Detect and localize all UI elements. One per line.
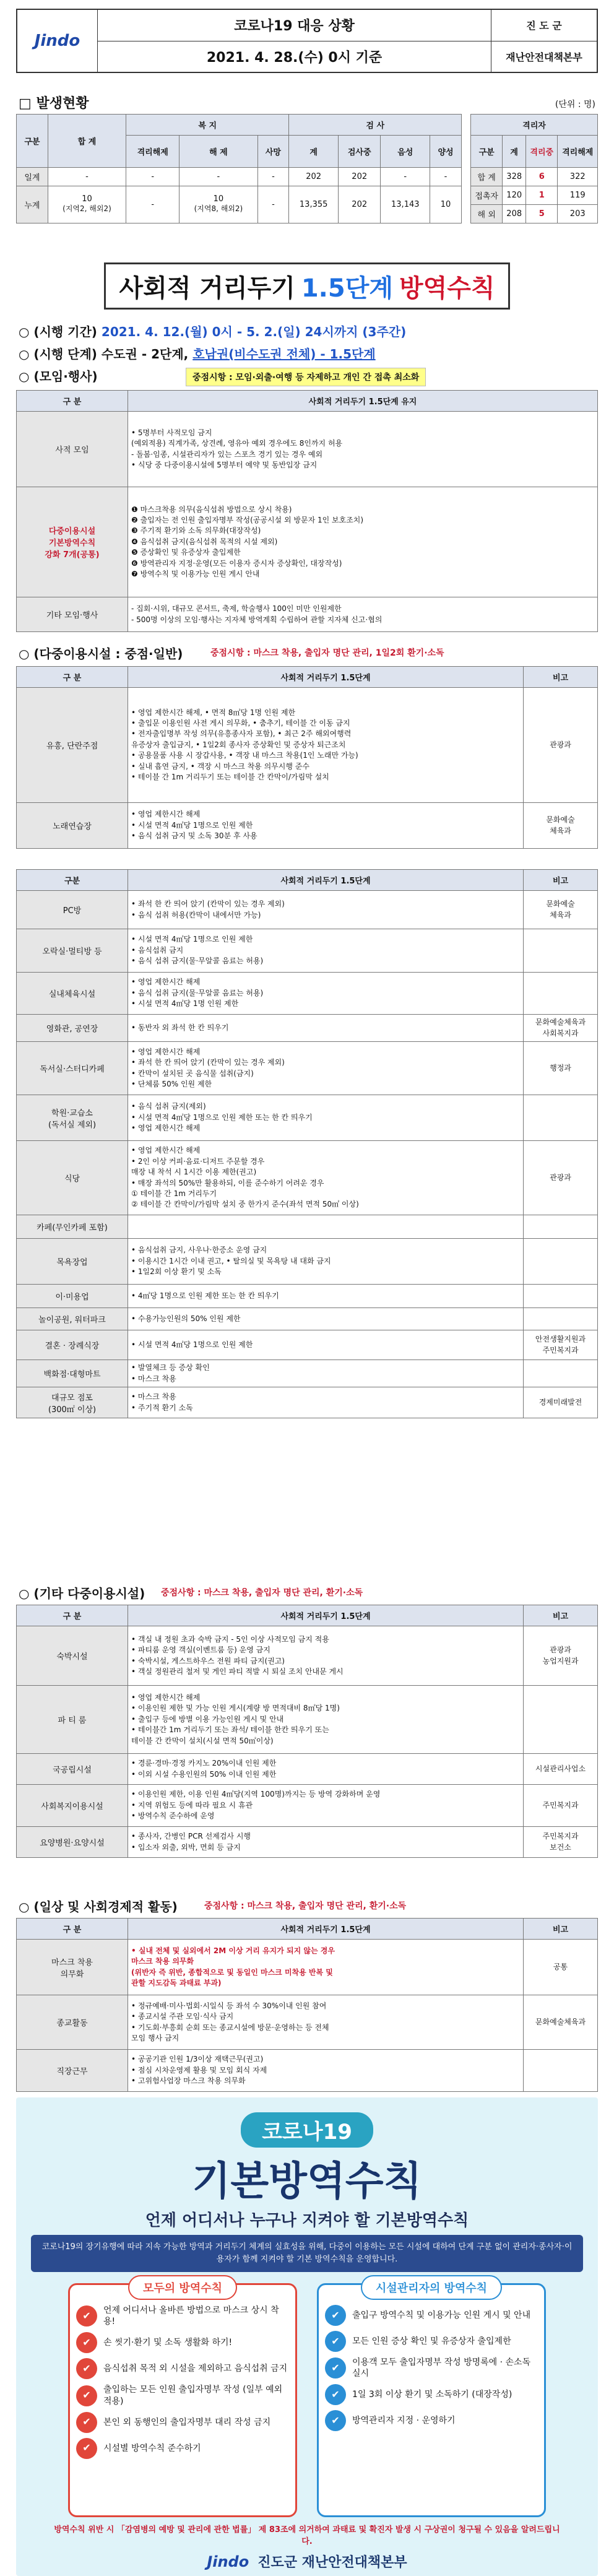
manager-rules-title: 시설관리자의 방역수칙 xyxy=(361,2275,502,2300)
row-label: 실내체육시설 xyxy=(17,973,128,1015)
row-note: 공통 xyxy=(524,1940,598,1995)
rule-item xyxy=(76,2412,289,2433)
table-row xyxy=(17,1308,598,1330)
poster-slogan: 언제 어디서나 누구나 지켜야 할 기본방역수칙 xyxy=(145,2211,469,2230)
row-note: 주민복지과 xyxy=(524,1785,598,1827)
region-value-b: 호남권(비수도권 전체) - 1.5단계 xyxy=(192,347,376,362)
rule-text: 이용객 모두 출입자명부 작성 방명록에 · 손소독 실시 xyxy=(352,2357,531,2379)
rules-title-level: 1.5단계 xyxy=(301,274,393,303)
table-row xyxy=(17,1330,598,1360)
total-value: 10 xyxy=(82,194,92,204)
cell-sum: 13,355 xyxy=(289,186,339,223)
rule-icon: ✔ xyxy=(76,2358,97,2379)
rule-item xyxy=(76,2305,289,2327)
table-row xyxy=(17,1285,598,1308)
row-value: • 종사자, 간병인 PCR 선제검사 시행 • 입소자 외출, 외박, 면회 등 금지 xyxy=(128,1827,524,1858)
row-label: 기타 모임·행사 xyxy=(17,597,128,632)
poster-title-line1: 코로나19 xyxy=(241,2112,373,2148)
col-category: 구 분 xyxy=(17,1605,128,1626)
poster-logo-row xyxy=(202,2552,412,2571)
other-label: (기타 다중이용시설) xyxy=(33,1586,145,1601)
rule-icon: ✔ xyxy=(325,2410,346,2431)
col-iso-category: 구분 xyxy=(471,136,503,168)
row-label: 사적 모임 xyxy=(17,412,128,487)
rule-item xyxy=(325,2331,538,2352)
col-rule: 사회적 거리두기 1.5단계 xyxy=(128,667,524,688)
table-row xyxy=(17,1141,598,1215)
poster-footer-notice: 방역수칙 위반 시 「감염병의 예방 및 관리에 관한 법률」 제 83조에 의거하여 과태료 및 확진자 발생 시 구상권이 청구될 수 있음을 알려드립니다. xyxy=(54,2525,560,2546)
cell-negative: - xyxy=(381,168,430,186)
quarantine-poster xyxy=(16,2097,598,2576)
col-note: 비고 xyxy=(524,667,598,688)
rule-text: 출입하는 모든 인원 출입자명부 작성 (일부 예외 적용) xyxy=(103,2385,283,2406)
rule-text: 손 씻기·환기 및 소독 생활화 하기! xyxy=(103,2338,233,2348)
row-label: 카페(무인카페 포함) xyxy=(17,1215,128,1239)
row-value: • 음식섭취 금지, 사우나·한증소 운영 금지 • 이용시간 1시간 이내 권고, • 탈의실 및 목욕탕 내 대화 금지 • 1일2회 이상 환기 및 소독 xyxy=(128,1239,524,1285)
col-category: 구분 xyxy=(17,870,128,891)
col-category: 구분 xyxy=(17,115,48,168)
row-note xyxy=(524,1308,598,1330)
row-label: 직장근무 xyxy=(17,2050,128,2092)
row-value: • 시설 면적 4㎡당 1명으로 인원 제한 • 음식섭취 금지 • 음식 섭취 금지(물·무알콜 음료는 허용) xyxy=(128,929,524,973)
table-row xyxy=(17,803,598,849)
row-value: • 좌석 한 칸 띄어 앉기 (칸막이 있는 경우 제외) • 음식 섭취 허용(칸막이 내에서만 가능) xyxy=(128,891,524,929)
row-value: • 발열체크 등 증상 확인 • 마스크 착용 xyxy=(128,1360,524,1387)
table-row xyxy=(17,168,462,186)
org-county: 진 도 군 xyxy=(491,10,597,41)
multi-label: (다중이용시설 : 중점·일반) xyxy=(33,646,183,661)
table-row xyxy=(17,929,598,973)
row-label: 숙박시설 xyxy=(17,1626,128,1686)
row-note: 문화예술 체육과 xyxy=(524,803,598,849)
rule-item xyxy=(325,2384,538,2405)
row-label: 놀이공원, 워터파크 xyxy=(17,1308,128,1330)
cell-quarantine-release: - xyxy=(126,168,179,186)
logo-text: Jindo xyxy=(34,32,80,50)
row-note xyxy=(524,1239,598,1285)
rule-text: 언제 어디서나 올바른 방법으로 마스크 상시 착용! xyxy=(103,2305,279,2327)
poster-org: 진도군 재난안전대책본부 xyxy=(257,2555,407,2570)
row-note xyxy=(524,1215,598,1239)
cell-iso-ing: 6 xyxy=(526,168,558,186)
rule-icon: ✔ xyxy=(76,2438,97,2459)
col-isolation: 격리자 xyxy=(471,115,598,136)
table-row xyxy=(17,973,598,1015)
col-total: 합 계 xyxy=(48,115,126,168)
row-label: 영화관, 공연장 xyxy=(17,1015,128,1042)
rule-text: 음식섭취 목적 외 시설을 제외하고 음식섭취 금지 xyxy=(103,2364,288,2374)
row-value: • 이용인원 제한, 이용 인원 4㎡당(지역 100명)까지는 등 방역 강화하며 운영 • 지역 위험도 등에 따라 필요 시 휴관 • 방역수칙 준수하에 운영 xyxy=(128,1785,524,1827)
table-row xyxy=(471,186,598,205)
manager-rules-list xyxy=(325,2305,538,2431)
row-value: • 실내 전체 및 실외에서 2M 이상 거리 유지가 되지 않는 경우 마스크 착용 의무화 (위반자 즉 위반, 종합적으로 및 동일인 마스크 미착용 반복 및 관할 지도감독 과태료 부과) xyxy=(128,1940,524,1995)
row-value: • 수용가능인원의 50% 인원 제한 xyxy=(128,1308,524,1330)
row-note: 경제미래발전 xyxy=(524,1387,598,1418)
col-iso-sum: 계 xyxy=(503,136,526,168)
col-note: 비고 xyxy=(524,870,598,891)
table-row xyxy=(17,1995,598,2050)
row-label: 국공립시설 xyxy=(17,1754,128,1785)
col-rule: 사회적 거리두기 1.5단계 xyxy=(128,1919,524,1940)
everyone-rules-list xyxy=(76,2305,289,2459)
isolation-table xyxy=(470,114,598,223)
facility-table-wrap xyxy=(16,869,598,1418)
row-label: 독서실·스터디카페 xyxy=(17,1042,128,1095)
daily-label: (일상 및 사회경제적 활동) xyxy=(33,1899,178,1914)
jindo-logo xyxy=(17,10,98,72)
row-value: • 공공기관 인원 1/3이상 재택근무(권고) • 점심 시차운영제 활용 및 모임 회식 자제 • 고위험사업장 마스크 착용 의무화 xyxy=(128,2050,524,2092)
period-line: ○ (시행 기간) 2021. 4. 12.(월) 0시 - 5. 2.(일) 24시까지 (3주간) xyxy=(19,324,407,339)
gather-table xyxy=(16,390,598,632)
rule-text: 본인 외 동행인의 출입자명부 대리 작성 금지 xyxy=(103,2417,271,2427)
occurrence-heading: □ 발생현황 xyxy=(19,96,89,111)
occurrence-table xyxy=(16,114,462,223)
row-value: • 정규예배·미사·법회·시일식 등 좌석 수 30%이내 인원 참여 • 종교시설 주관 모임·식사 금지 • 기도회·부흥회 순회 또는 종교시설에 방문·운영하는 등 전체 모임 행사 금지 xyxy=(128,1995,524,2050)
row-label: 다중이용시설 기본방역수칙 강화 7개(공통) xyxy=(17,487,128,597)
report-header xyxy=(16,9,598,73)
row-note xyxy=(524,973,598,1015)
rule-icon: ✔ xyxy=(76,2305,97,2327)
row-label: 대규모 점포 (300㎡ 이상) xyxy=(17,1387,128,1418)
facility-table xyxy=(16,869,598,1418)
report-title: 코로나19 대응 상황 xyxy=(98,10,491,41)
row-label: 종교활동 xyxy=(17,1995,128,2050)
row-value: • 4㎡당 1명으로 인원 제한 또는 한 칸 띄우기 xyxy=(128,1285,524,1308)
row-label: 마스크 착용 의무화 xyxy=(17,1940,128,1995)
row-label: 사회복지이용시설 xyxy=(17,1785,128,1827)
col-note: 비고 xyxy=(524,1605,598,1626)
daily-table xyxy=(16,1918,598,2092)
table-row xyxy=(17,1215,598,1239)
col-release: 해 제 xyxy=(179,136,257,168)
row-label: 유흥, 단란주점 xyxy=(17,688,128,803)
col-negative: 음성 xyxy=(381,136,430,168)
cell-positive: - xyxy=(430,168,462,186)
table-row xyxy=(17,688,598,803)
row-label: 학원·교습소 (독서실 제외) xyxy=(17,1095,128,1141)
release-value: 10 xyxy=(213,194,224,204)
row-note xyxy=(524,1095,598,1141)
period-label: (시행 기간) xyxy=(33,324,97,339)
row-label: 이·미용업 xyxy=(17,1285,128,1308)
row-note: 문화예술 체육과 xyxy=(524,891,598,929)
row-label: 백화점·대형마트 xyxy=(17,1360,128,1387)
row-value: • 동반자 외 좌석 한 칸 띄우기 xyxy=(128,1015,524,1042)
col-category: 구 분 xyxy=(17,391,128,412)
row-label: 접촉자 xyxy=(471,186,503,205)
rule-icon: ✔ xyxy=(325,2305,346,2326)
row-value: • 영업 제한시간 해제 • 음식 섭취 금지(물·무알콜 음료는 허용) • 시설 면적 4㎡당 1명 인원 제한 xyxy=(128,973,524,1015)
poster-logo: Jindo xyxy=(207,2552,249,2570)
cell-negative: 13,143 xyxy=(381,186,430,223)
rule-item xyxy=(76,2384,289,2406)
rule-item xyxy=(76,2332,289,2353)
rule-item xyxy=(76,2358,289,2379)
cell-inspecting: 202 xyxy=(338,186,381,223)
col-rule-label: 사회적 거리두기 1.5단계 유지 xyxy=(308,397,417,407)
rule-item xyxy=(325,2410,538,2431)
region-label: (시행 단계) xyxy=(33,347,97,362)
row-label: 일계 xyxy=(17,168,48,186)
row-value: ❶ 마스크착용 의무(음식섭취 방법으로 상시 착용) ❷ 출입자는 전 인원 출입자명부 작성(공공시설 외 방문자 1인 보호조치) ❸ 주기적 환기와 소독 의무화(대장작성) ❹ 음식섭취 금지(음식섭취 목적의 시설 제외) ❺ 증상확인 및 유증상자 출입제한 ❻ 방역관리자 지정·운영(모든 이용자 증시자 증상확인, 대장작성) ❼ 방역수칙 및 이용가능 인원 게시 안내 xyxy=(128,487,598,597)
table-row xyxy=(17,412,598,487)
row-value: • 객실 내 정원 초과 숙박 금지 - 5인 이상 사적모임 금지 적용 • 파티룸 운영 객실(이벤트룸 등) 운영 금지 • 숙박시설, 게스트하우스 전원 파티 금지(권고) • 객실 정원관리 철저 및 게인 파티 적발 시 퇴실 조치 안내문 게시 xyxy=(128,1626,524,1686)
gather-table-wrap xyxy=(16,390,598,632)
daily-line: ○ (일상 및 사회경제적 활동) xyxy=(19,1899,178,1914)
table-row xyxy=(17,597,598,632)
unit-label: (단위 : 명) xyxy=(555,100,595,110)
daily-table-wrap xyxy=(16,1918,598,2092)
table-row xyxy=(17,1686,598,1754)
table-row xyxy=(17,487,598,597)
cell-death: - xyxy=(257,186,289,223)
everyone-rules-card xyxy=(68,2283,297,2517)
rules-title xyxy=(104,262,510,310)
table-row xyxy=(17,1785,598,1827)
row-value: • 음식 섭취 금지(제외) • 시설 면적 4㎡당 1명으로 인원 제한 또는 한 칸 띄우기 • 영업 제한시간 해제 xyxy=(128,1095,524,1141)
manager-rules-card xyxy=(317,2283,546,2517)
row-note: 관광과 xyxy=(524,688,598,803)
row-label: 해 외 xyxy=(471,205,503,223)
rule-icon: ✔ xyxy=(325,2331,346,2352)
col-rule: 사회적 거리두기 1.5단계 xyxy=(128,1605,524,1626)
col-death: 사망 xyxy=(257,136,289,168)
rule-text: 시설별 방역수칙 준수하기 xyxy=(103,2443,201,2453)
table-row xyxy=(17,1095,598,1141)
table-row xyxy=(17,2050,598,2092)
row-value: • 5명부터 사적모임 금지 (예외적용) 직계가족, 상견례, 영유아 예외 경우에도 8인까지 허용 - 돌봄·임종, 시설관리자가 있는 스포츠 경기 있는 경우 예외 • 식당 중 다중이용시설에 5명부터 예약 및 동반입장 금지 xyxy=(128,412,598,487)
multi-line: ○ (다중이용시설 : 중점·일반) xyxy=(19,646,183,661)
gather-label: (모임·행사) xyxy=(33,369,98,384)
col-iso-ing: 격리중 xyxy=(526,136,558,168)
row-label: 파 티 룸 xyxy=(17,1686,128,1754)
report-date: 2021. 4. 28.(수) 0시 기준 xyxy=(206,50,383,66)
row-note xyxy=(524,929,598,973)
rule-item xyxy=(76,2438,289,2459)
cell-release xyxy=(179,186,257,223)
row-note xyxy=(524,2050,598,2092)
cell-total xyxy=(48,186,126,223)
row-value: • 영업 제한시간 해제 • 2인 이상 커피·음료·디저트 주문할 경우 매장 내 착석 시 1시간 이용 제한(권고) • 매장 좌석의 50%만 활용하되, 이를 준수하기 어려운 경우 ① 테이블 간 1m 거리두기 ② 테이블 간 칸막이/가림막 설치 중 한가지 준수(좌석 면적 50㎡ 이상) xyxy=(128,1141,524,1215)
other-table-wrap xyxy=(16,1605,598,1858)
row-label: 합 계 xyxy=(471,168,503,186)
col-category: 구 분 xyxy=(17,667,128,688)
cell-inspecting: 202 xyxy=(338,168,381,186)
col-inspecting: 검사중 xyxy=(338,136,381,168)
cell-iso-done: 322 xyxy=(558,168,598,186)
rule-icon: ✔ xyxy=(325,2357,346,2379)
rule-text: 출입구 방역수칙 및 이용가능 인원 게시 및 안내 xyxy=(352,2310,531,2320)
rule-icon: ✔ xyxy=(76,2412,97,2433)
rule-icon: ✔ xyxy=(76,2385,97,2406)
table-row xyxy=(17,1360,598,1387)
cell-total: - xyxy=(48,168,126,186)
table-row xyxy=(471,205,598,223)
cell-quarantine-release: - xyxy=(126,186,179,223)
table-row xyxy=(17,1239,598,1285)
table-row xyxy=(17,1754,598,1785)
row-label: 오락실·멀티방 등 xyxy=(17,929,128,973)
other-table xyxy=(16,1605,598,1858)
table-row xyxy=(17,1015,598,1042)
table-row xyxy=(17,1626,598,1686)
poster-title-line2: 기본방역수칙 xyxy=(192,2159,422,2205)
col-inspection: 검 사 xyxy=(289,115,462,136)
col-iso-done: 격리해제 xyxy=(558,136,598,168)
gather-line: ○ (모임·행사) xyxy=(19,369,98,384)
release-note: (지역8, 해외2) xyxy=(194,204,243,214)
table-row xyxy=(17,1940,598,1995)
other-notice: 중점사항 : 마스크 착용, 출입자 명단 관리, 환기·소독 xyxy=(161,1588,363,1598)
table-row xyxy=(17,1042,598,1095)
period-value: 2021. 4. 12.(월) 0시 - 5. 2.(일) 24시까지 (3주간) xyxy=(101,324,407,339)
rule-item xyxy=(325,2305,538,2326)
row-value xyxy=(128,1215,524,1239)
rules-title-main: 사회적 거리두기 xyxy=(119,274,295,303)
row-note: 시설관리사업소 xyxy=(524,1754,598,1785)
cell-positive: 10 xyxy=(430,186,462,223)
col-positive: 양성 xyxy=(430,136,462,168)
multi-table-wrap xyxy=(16,666,598,849)
org-department: 재난안전대책본부 xyxy=(506,51,582,63)
row-label: 누계 xyxy=(17,186,48,223)
row-value: • 경륜·경마·경정 카지노 20%이내 인원 제한 • 이외 시설 수용인원의 50% 이내 인원 제한 xyxy=(128,1754,524,1785)
cell-iso-sum: 120 xyxy=(503,186,526,205)
rule-icon: ✔ xyxy=(325,2384,346,2405)
occurrence-table-wrap xyxy=(16,114,462,223)
row-label: 노래연습장 xyxy=(17,803,128,849)
poster-intro: 코로나19의 장기유행에 따라 지속 가능한 방역과 거리두기 체계의 실효성을 위해, 다중이 이용하는 모든 시설에 대하여 단계 구분 없이 관리자·종사자·이용자가 함께 지켜야 할 기본 방역수칙을 운영합니다. xyxy=(31,2235,583,2272)
everyone-rules-title: 모두의 방역수칙 xyxy=(128,2275,237,2300)
cell-sum: 202 xyxy=(289,168,339,186)
row-value: - 집회·시위, 대규모 콘서트, 축제, 학술행사 100인 미만 인원제한 - 500명 이상의 모임·행사는 지자체 방역계획 수립하여 관할 지자체 신고·협의 xyxy=(128,597,598,632)
col-quarantine-release: 격리해제 xyxy=(126,136,179,168)
multi-table xyxy=(16,666,598,849)
row-note xyxy=(524,1285,598,1308)
table-row xyxy=(471,168,598,186)
row-note: 문화예술체육과 사회복지과 xyxy=(524,1015,598,1042)
row-value: • 영업 제한시간 해제, • 면적 8㎡당 1명 인원 제한 • 출입문 이용인원 사전 게시 의무화, • 춤추기, 테이블 간 이동 금지 • 전자출입명부 작성 의무(유흥종사자 포함), • 최근 2주 해외여행력 유증상자 출입금지, • 1일2회 종사자 증상확인 및 증상자 퇴근조치 • 공용물품 사용 시 장갑사용, • 객장 내 마스크 착용(1인 노래만 가능) • 실내 흡연 금지, • 객장 시 마스크 착용 의무시행 준수 • 테이블 간 1m 거리두기 또는 테이블 간 칸막이/가림막 설치 xyxy=(128,688,524,803)
other-line: ○ (기타 다중이용시설) xyxy=(19,1586,145,1601)
cell-iso-ing: 1 xyxy=(526,186,558,205)
row-note xyxy=(524,1360,598,1387)
row-note: 안전생활지원과 주민복지과 xyxy=(524,1330,598,1360)
row-note: 행정과 xyxy=(524,1042,598,1095)
row-note: 관광과 xyxy=(524,1141,598,1215)
col-welfare: 복 지 xyxy=(126,115,289,136)
cell-iso-sum: 208 xyxy=(503,205,526,223)
col-category: 구 분 xyxy=(17,1919,128,1940)
region-value-a: 수도권 - 2단계, xyxy=(101,347,189,362)
cell-iso-ing: 5 xyxy=(526,205,558,223)
cell-release: - xyxy=(179,168,257,186)
rule-icon: ✔ xyxy=(76,2332,97,2353)
row-value: • 시설 면적 4㎡당 1명으로 인원 제한 xyxy=(128,1330,524,1360)
cell-iso-sum: 328 xyxy=(503,168,526,186)
row-note: 주민복지과 보건소 xyxy=(524,1827,598,1858)
total-note: (지역2, 해외2) xyxy=(63,204,111,214)
table-row xyxy=(17,891,598,929)
cell-iso-done: 203 xyxy=(558,205,598,223)
table-row xyxy=(17,186,462,223)
occurrence-section-title: 발생현황 xyxy=(36,96,89,111)
col-rule xyxy=(128,391,598,412)
rule-text: 1일 3회 이상 환기 및 소독하기 (대장작성) xyxy=(352,2390,512,2400)
table-row xyxy=(17,1827,598,1858)
row-value: • 마스크 착용 • 주기적 환기 소독 xyxy=(128,1387,524,1418)
row-note: 문화예술체육과 xyxy=(524,1995,598,2050)
col-note: 비고 xyxy=(524,1919,598,1940)
rule-item xyxy=(325,2357,538,2379)
table-row xyxy=(17,1387,598,1418)
row-label: 요양병원·요양시설 xyxy=(17,1827,128,1858)
row-note: 관광과 농업지원과 xyxy=(524,1626,598,1686)
rule-text: 모든 인원 증상 확인 및 유증상자 출입제한 xyxy=(352,2336,511,2346)
row-note xyxy=(524,1686,598,1754)
row-label: 식당 xyxy=(17,1141,128,1215)
row-label: 결혼 · 장례식장 xyxy=(17,1330,128,1360)
cell-death: - xyxy=(257,168,289,186)
row-value: • 영업 제한시간 해제 • 시설 면적 4㎡당 1명으로 인원 제한 • 음식 섭취 금지 및 소독 30분 후 사용 xyxy=(128,803,524,849)
row-label: PC방 xyxy=(17,891,128,929)
poster-title xyxy=(16,2112,598,2148)
region-line: ○ (시행 단계) 수도권 - 2단계, 호남권(비수도권 전체) - 1.5단계 xyxy=(19,347,376,362)
row-label: 목욕장업 xyxy=(17,1239,128,1285)
row-value: • 영업 제한시간 해제 • 이용인원 제한 및 가능 인원 게시(계량 방 면적대비 8㎡당 1명) • 출입구 등에 방별 이용 가능인원 게시 및 안내 • 테이블간 1m 거리두기 또는 좌석/ 테이블 한칸 띄우기 또는 테이블 간 칸막이 설치(시설 면적 50㎡이상) xyxy=(128,1686,524,1754)
gather-notice: 중점시항 : 모임·외출·여행 등 자제하고 개인 간 접촉 최소화 xyxy=(186,368,426,386)
rules-title-suffix: 방역수칙 xyxy=(399,274,495,303)
col-sum: 계 xyxy=(289,136,339,168)
multi-notice: 중점시항 : 마스크 착용, 출입자 명단 관리, 1일2회 환기·소독 xyxy=(210,648,444,658)
daily-notice: 중점사항 : 마스크 착용, 출입자 명단 관리, 환기·소독 xyxy=(204,1901,407,1911)
cell-iso-done: 119 xyxy=(558,186,598,205)
rule-text: 방역관리자 지정 · 운영하기 xyxy=(352,2416,456,2426)
row-value: • 영업 제한시간 해제 • 좌석 한 칸 띄어 앉기 (칸막이 있는 경우 제외) • 칸막이 설치된 곳 음식물 섭취(금지) • 단체룸 50% 인원 제한 xyxy=(128,1042,524,1095)
isolation-table-wrap xyxy=(470,114,598,223)
col-rule: 사회적 거리두기 1.5단계 xyxy=(128,870,524,891)
